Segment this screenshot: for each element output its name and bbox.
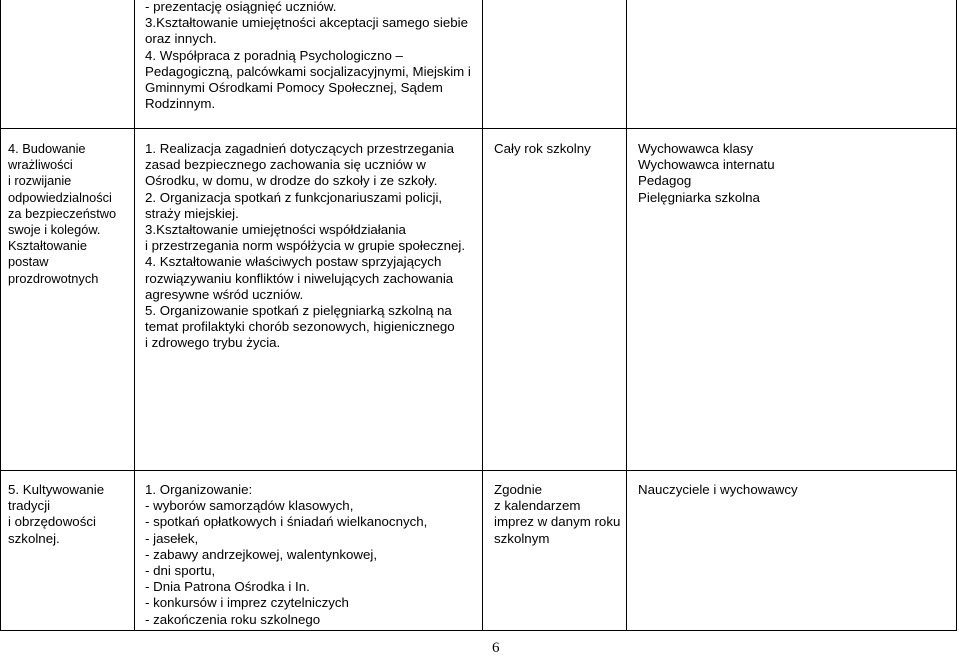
row3-goal-line: tradycji bbox=[8, 498, 51, 514]
row1-activity-line: 3.Kształtowanie umiejętności akceptacji samego siebie bbox=[145, 15, 468, 31]
row2-goal-line: Kształtowanie bbox=[8, 238, 87, 254]
row2-activity-line: agresywne wśród uczniów. bbox=[145, 286, 304, 302]
row2-goal-cell bbox=[8, 141, 116, 287]
row3-activity-line: - Dnia Patrona Ośrodka i In. bbox=[145, 579, 310, 595]
row2-responsible-line: Wychowawca internatu bbox=[638, 157, 775, 173]
row2-activity-line: 1. Realizacja zagadnień dotyczących przestrzegania bbox=[145, 141, 454, 156]
row1-activity-line: Rodzinnym. bbox=[145, 96, 216, 112]
row2-activity-line: rozwiązywaniu konfliktów i niwelujących zachowania bbox=[145, 270, 454, 286]
row2-activity-line: 5. Organizowanie spotkań z pielęgniarką szkolną na bbox=[145, 303, 452, 319]
row2-activity-line: temat profilaktyki chorób sezonowych, higienicznego bbox=[145, 319, 455, 335]
row2-activity-line: 4. Kształtowanie właściwych postaw sprzyjających bbox=[145, 254, 442, 270]
row1-activity-line: 4. Współpraca z poradnią Psychologiczno – bbox=[145, 47, 403, 63]
table-border-left bbox=[0, 0, 1, 631]
column-divider-3 bbox=[626, 0, 627, 631]
row3-activity-line: - zakończenia roku szkolnego bbox=[145, 611, 321, 627]
row3-activity-line: 1. Organizowanie: bbox=[145, 482, 253, 497]
row3-activities-cell bbox=[145, 482, 427, 628]
column-divider-1 bbox=[134, 0, 135, 631]
row1-activities-cell bbox=[145, 0, 471, 112]
row2-goal-line: postaw bbox=[8, 254, 49, 270]
row1-activity-line: - prezentację osiągnięć uczniów. bbox=[145, 0, 337, 14]
row3-goal-line: szkolnej. bbox=[8, 530, 60, 546]
row3-activity-line: - zabawy andrzejkowej, walentynkowej, bbox=[145, 546, 378, 562]
row3-responsible-line: Nauczyciele i wychowawcy bbox=[638, 482, 798, 497]
row3-goal-line: 5. Kultywowanie bbox=[8, 482, 105, 497]
row3-activity-line: - konkursów i imprez czytelniczych bbox=[145, 595, 349, 611]
column-divider-2 bbox=[482, 0, 483, 631]
row2-activity-line: zasad bezpiecznego zachowania się uczniów w bbox=[145, 157, 426, 173]
row3-activity-line: - wyborów samorządów klasowych, bbox=[145, 498, 354, 514]
row2-activity-line: straży miejskiej. bbox=[145, 205, 239, 221]
row2-activity-line: 2. Organizacja spotkań z funkcjonariuszami policji, bbox=[145, 189, 443, 205]
row3-responsible-cell bbox=[638, 482, 798, 498]
row2-activity-line: 3.Kształtowanie umiejętności współdziałania bbox=[145, 222, 406, 238]
row2-timeframe-line: Cały rok szkolny bbox=[494, 141, 591, 156]
row1-activity-line: Pedagogiczną, palcówkami socjalizacyjnymi, Miejskim i bbox=[145, 63, 471, 79]
row2-responsible-cell bbox=[638, 141, 775, 206]
row3-activity-line: - dni sportu, bbox=[145, 563, 216, 579]
row2-activities-cell bbox=[145, 141, 465, 352]
row1-activity-line: Gminnymi Ośrodkami Pomocy Społecznej, Sądem bbox=[145, 80, 443, 96]
row2-goal-line: odpowiedzialności bbox=[8, 189, 112, 205]
row3-timeframe-cell bbox=[494, 482, 620, 547]
row3-activity-line: - spotkań opłatkowych i śniadań wielkanocnych, bbox=[145, 514, 428, 530]
table-border-right bbox=[956, 0, 957, 631]
row2-timeframe-cell bbox=[494, 141, 591, 157]
row3-timeframe-line: z kalendarzem bbox=[494, 498, 581, 514]
row2-activity-line: i przestrzegania norm współżycia w grupie społecznej. bbox=[145, 238, 466, 254]
row-divider-2 bbox=[0, 470, 957, 471]
row2-responsible-line: Pielęgniarka szkolna bbox=[638, 189, 760, 205]
row1-activity-line: oraz innych. bbox=[145, 31, 217, 47]
row2-responsible-line: Wychowawca klasy bbox=[638, 141, 754, 156]
row2-goal-line: wrażliwości bbox=[8, 157, 73, 173]
row2-responsible-line: Pedagog bbox=[638, 173, 692, 189]
row2-goal-line: prozdrowotnych bbox=[8, 270, 99, 286]
row3-goal-line: i obrzędowości bbox=[8, 514, 96, 530]
row2-goal-line: za bezpieczeństwo bbox=[8, 205, 117, 221]
row2-goal-line: i rozwijanie bbox=[8, 173, 72, 189]
row2-activity-line: i zdrowego trybu życia. bbox=[145, 335, 281, 351]
row3-goal-cell bbox=[8, 482, 104, 547]
row2-goal-line: 4. Budowanie bbox=[8, 141, 86, 156]
row2-activity-line: Ośrodku, w domu, w drodze do szkoły i ze szkoły. bbox=[145, 173, 438, 189]
row3-timeframe-line: szkolnym bbox=[494, 530, 550, 546]
row3-activity-line: - jasełek, bbox=[145, 530, 199, 546]
table-border-bottom bbox=[0, 630, 957, 631]
page-number: 6 bbox=[492, 640, 500, 656]
row2-goal-line: swoje i kolegów. bbox=[8, 222, 101, 238]
row3-timeframe-line: Zgodnie bbox=[494, 482, 543, 497]
row-divider-1 bbox=[0, 128, 957, 129]
row3-timeframe-line: imprez w danym roku bbox=[494, 514, 621, 530]
